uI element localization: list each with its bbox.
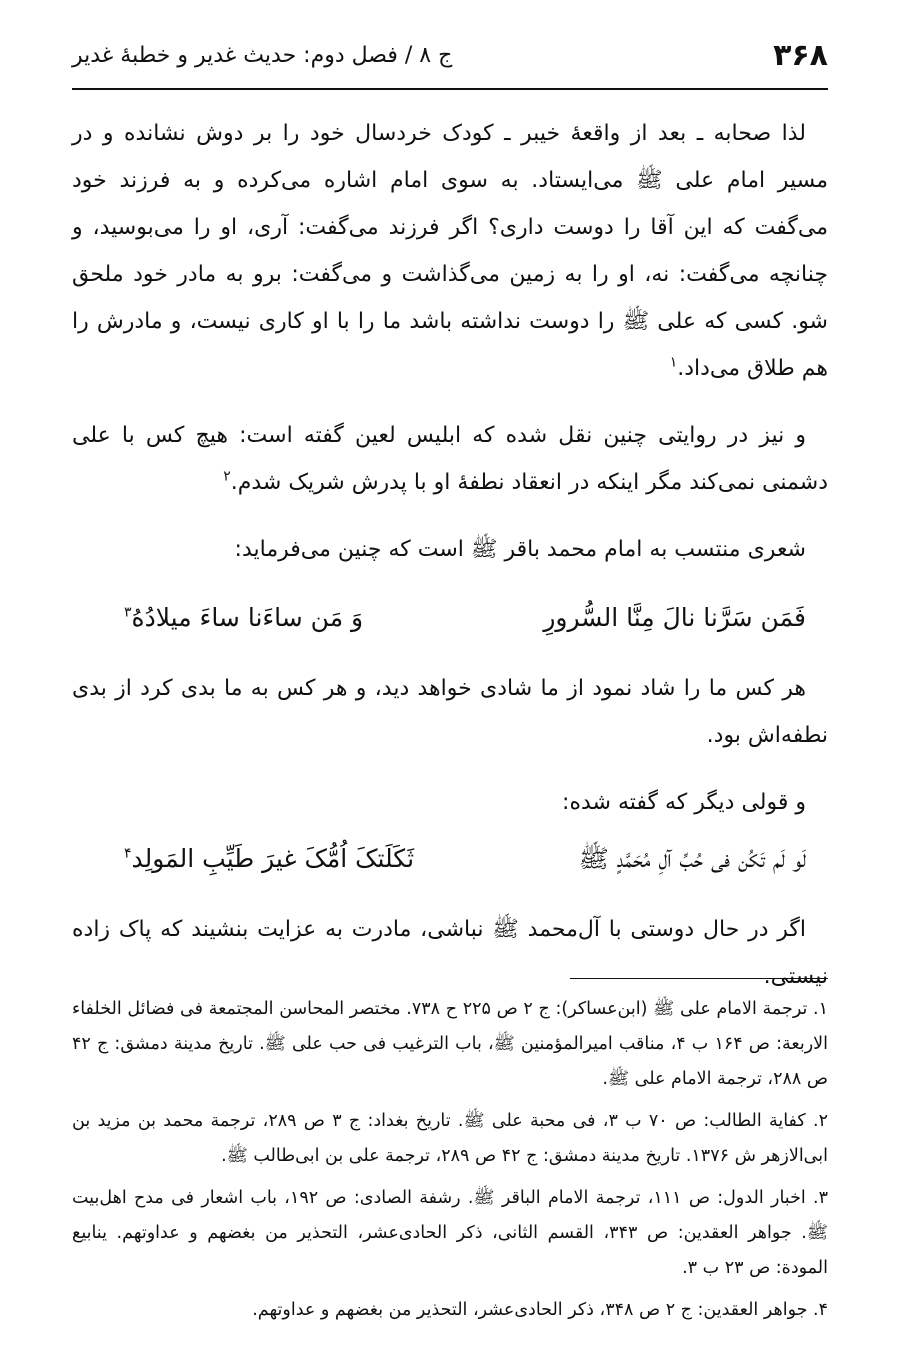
verse-hemistich-left: وَ مَن ساءَنا ساءَ میلادُهُ$^۳$ [124, 603, 364, 632]
verse-hemistich-right: فَمَن سَرَّنا نالَ مِنَّا السُّرورِ [543, 603, 806, 632]
footnote-divider [570, 978, 828, 979]
paragraph-6: اگر در حال دوستی با آل‌محمد ﷺ نباشی، مادرت به عزایت بنشیند که پاک زاده نیستی. [72, 917, 828, 989]
page-number: ۳۶۸ [773, 37, 828, 73]
main-text [72, 110, 828, 1020]
footnote-ref-2: ۲ [223, 468, 231, 485]
verse-couplet-1 [72, 593, 828, 643]
verse-couplet-2 [72, 834, 828, 884]
footnote-ref-1: ۱ [669, 354, 678, 371]
paragraph-4: هر کس ما را شاد نمود از ما شادی خواهد دید، و هر کس به ما بدی کرد از بدی نطفه‌اش بود. [72, 676, 828, 748]
running-title: ج ۸ / فصل دوم: حدیث غدیر و خطبهٔ غدیر [72, 42, 453, 68]
footnote-3: ۳. اخبار الدول: ص ۱۱۱، ترجمة الامام الباقر ﷺ. رشفة الصادی: ص ۱۹۲، باب اشعار فی مدح اهل‌بیت ﷺ. جواهر العقدین: ص ۳۴۳، القسم الثانی، ذکر الحادی‌عشر، التحذیر من بغضهم و عداوتهم. ینابیع المودة: ص ۲۳ ب ۳. [72, 1188, 828, 1278]
page-header [72, 30, 828, 80]
paragraph-2: و نیز در روایتی چنین نقل شده که ابلیس لعین گفته است: هیچ کس با علی دشمنی نمی‌کند مگر اینکه در انعقاد نطفهٔ او با پدرش شریک شدم.$^۲$ [72, 423, 828, 495]
footnotes [72, 992, 828, 1335]
footnote-2: ۲. کفایة الطالب: ص ۷۰ ب ۳، فی محبة علی ﷺ. تاریخ بغداد: ج ۳ ص ۲۸۹، ترجمة محمد بن مزید بن ابی‌الازهر ش ۱۳۷۶. تاریخ مدینة دمشق: ج ۴۲ ص ۲۸۹، ترجمة علی بن ابی‌طالب ﷺ. [72, 1111, 828, 1166]
footnote-1: ۱. ترجمة الامام علی ﷺ (ابن‌عساکر): ج ۲ ص ۲۲۵ ح ۷۳۸. مختصر المحاسن المجتمعة فی فضائل الخلفاء الاربعة: ص ۱۶۴ ب ۴، مناقب امیرالمؤمنین ﷺ، باب الترغیب فی حب علی ﷺ. تاریخ مدینة دمشق: ج ۴۲ ص ۲۸۸، ترجمة الامام علی ﷺ. [72, 999, 829, 1089]
footnote-ref-3: ۳ [124, 604, 132, 621]
verse-hemistich-left: ثَکَلَتکَ اُمُّکَ غیرَ طَیِّبِ المَولِد$^۴$ [124, 844, 415, 873]
verse-hemistich-right: لَو لَم تَکُن فی حُبِّ آلِ مُحَمَّدٍ ﷺ [578, 844, 806, 873]
footnote-ref-4: ۴ [124, 845, 132, 862]
footnote-4: ۴. جواهر العقدین: ج ۲ ص ۳۴۸، ذکر الحادی‌عشر، التحذیر من بغضهم و عداوتهم. [252, 1300, 828, 1320]
paragraph-3: شعری منتسب به امام محمد باقر ﷺ است که چنین می‌فرماید: [234, 537, 806, 562]
header-divider [72, 88, 828, 90]
paragraph-5: و قولی دیگر که گفته شده: [562, 790, 806, 815]
paragraph-1: لذا صحابه ـ بعد از واقعهٔ خیبر ـ کودک خردسال خود را بر دوش نشانده و در مسیر امام علی ﷺ می‌ایستاد. به سوی امام اشاره می‌کرده و به فرزند خود می‌گفت که این آقا را دوست داری؟ اگر فرزند می‌گفت: آری، او را می‌بوسید، و چنانچه می‌گفت: نه، او را به زمین می‌گذاشت و می‌گفت: برو به مادر خود ملحق شو. کسی که علی ﷺ را دوست نداشته باشد ما را با او کاری نیست، و مادرش را هم طلاق می‌داد.$^۱$ [72, 121, 828, 381]
